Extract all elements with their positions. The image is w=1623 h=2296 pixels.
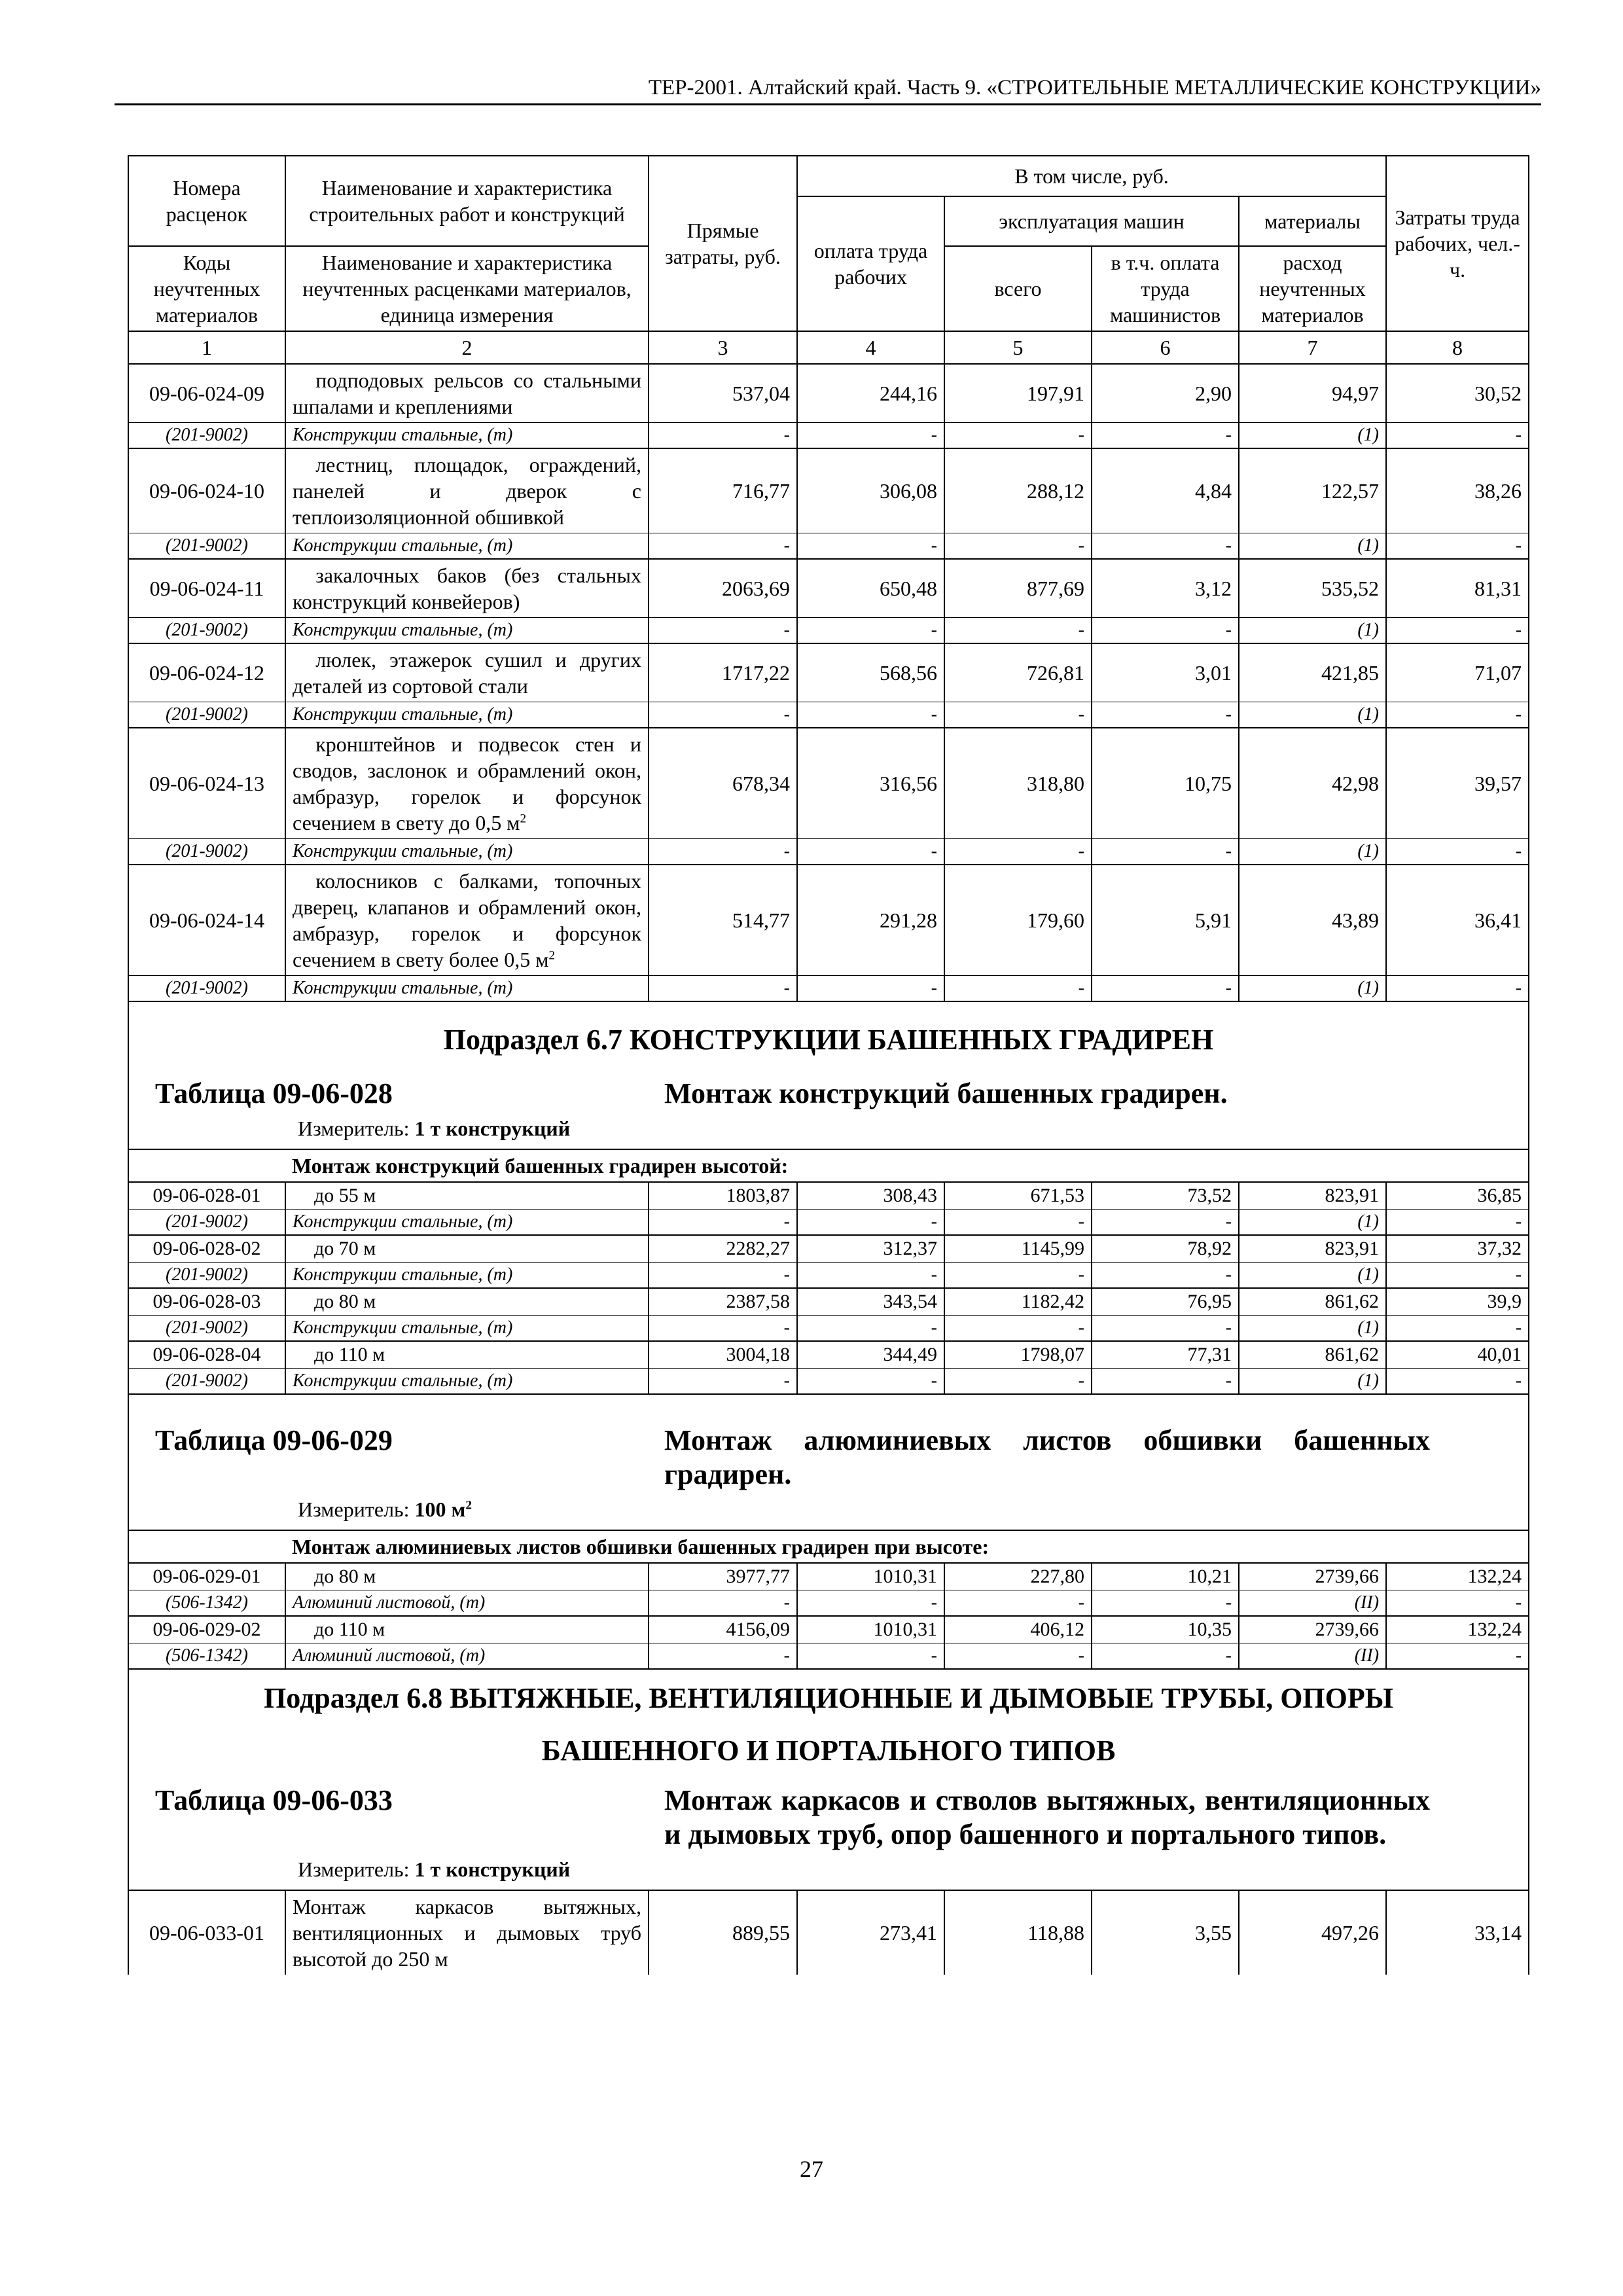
worker-pay: 273,41 (797, 1890, 944, 1975)
dash: - (1092, 423, 1239, 449)
dash: - (1386, 533, 1529, 560)
dash: - (649, 976, 797, 1002)
dash: - (1386, 976, 1529, 1002)
material-name: Конструкции стальные, (т) (285, 1263, 649, 1289)
header-material-codes: Коды неучтенных материалов (128, 246, 285, 331)
dash: - (1092, 976, 1239, 1002)
rate-code: 09-06-033-01 (128, 1890, 285, 1975)
materials-cost: 823,91 (1239, 1182, 1386, 1210)
measure-label: Измеритель: (298, 1498, 410, 1521)
dash: - (1386, 1210, 1529, 1236)
operator-pay: 78,92 (1092, 1235, 1239, 1263)
worker-pay: 568,56 (797, 643, 944, 702)
rate-code: 09-06-028-03 (128, 1288, 285, 1316)
header-worker-pay: оплата труда рабочих (797, 196, 944, 331)
column-number: 7 (1239, 331, 1386, 364)
material-name: Конструкции стальные, (т) (285, 1369, 649, 1395)
labor-hours: 39,9 (1386, 1288, 1529, 1316)
direct-costs: 2063,69 (649, 559, 797, 618)
direct-costs: 4156,09 (649, 1616, 797, 1643)
measure-label: Измеритель: (298, 1857, 410, 1881)
dash: - (944, 1590, 1092, 1617)
materials-cost: 861,62 (1239, 1341, 1386, 1369)
material-name: Конструкции стальные, (т) (285, 976, 649, 1002)
rate-name: подподовых рельсов со стальными шпалами и креплениями (285, 364, 649, 423)
machines-total: 1145,99 (944, 1235, 1092, 1263)
machines-total: 1798,07 (944, 1341, 1092, 1369)
dash: - (1092, 533, 1239, 560)
rows-024 (128, 364, 1529, 1001)
material-code: (201-9002) (128, 1369, 285, 1395)
material-row (128, 1590, 1529, 1617)
materials-cost: 43,89 (1239, 865, 1386, 976)
direct-costs: 514,77 (649, 865, 797, 976)
rate-code: 09-06-028-04 (128, 1341, 285, 1369)
rate-name: до 110 м (285, 1341, 649, 1369)
dash: - (944, 1643, 1092, 1670)
header-work-name: Наименование и характеристика строительных работ и конструкций (285, 156, 649, 246)
material-code: (506-1342) (128, 1590, 285, 1617)
material-consumption-mark: (1) (1239, 533, 1386, 560)
dash: - (1386, 618, 1529, 644)
material-consumption-mark: (1) (1239, 1210, 1386, 1236)
material-row (128, 1316, 1529, 1342)
rate-name: до 55 м (285, 1182, 649, 1210)
operator-pay: 4,84 (1092, 448, 1239, 533)
measure-value: 1 т конструкций (414, 1117, 571, 1140)
material-consumption-mark: (1) (1239, 1263, 1386, 1289)
material-name: Конструкции стальные, (т) (285, 1210, 649, 1236)
material-code: (201-9002) (128, 976, 285, 1002)
operator-pay: 10,75 (1092, 728, 1239, 839)
material-row (128, 702, 1529, 728)
material-code: (506-1342) (128, 1643, 285, 1670)
dash: - (797, 1369, 944, 1395)
material-row (128, 1369, 1529, 1395)
material-consumption-mark: (1) (1239, 702, 1386, 728)
group-spacer (128, 1149, 285, 1182)
machines-total: 318,80 (944, 728, 1092, 839)
dash: - (649, 1369, 797, 1395)
dash: - (1092, 618, 1239, 644)
dash: - (649, 533, 797, 560)
page-footer (0, 2155, 1623, 2183)
material-row (128, 423, 1529, 449)
dash: - (1386, 1316, 1529, 1342)
dash: - (1386, 423, 1529, 449)
worker-pay: 244,16 (797, 364, 944, 423)
section-6-8 (128, 1669, 1529, 1975)
labor-hours: 71,07 (1386, 643, 1529, 702)
header-machines-total: всего (944, 246, 1092, 331)
materials-cost: 535,52 (1239, 559, 1386, 618)
group-title: Монтаж конструкций башенных градирен высотой: (285, 1149, 1529, 1182)
operator-pay: 77,31 (1092, 1341, 1239, 1369)
rate-name: до 70 м (285, 1235, 649, 1263)
material-name: Алюминий листовой, (т) (285, 1590, 649, 1617)
header-labor-costs: Затраты труда рабочих, чел.-ч. (1386, 156, 1529, 331)
worker-pay: 650,48 (797, 559, 944, 618)
measure-value: 1 т конструкций (414, 1857, 571, 1881)
labor-hours: 36,85 (1386, 1182, 1529, 1210)
dash: - (797, 839, 944, 865)
section-title (135, 1672, 1522, 1777)
section-title-line2: БАШЕННОГО И ПОРТАЛЬНОГО ТИПОВ (541, 1734, 1116, 1767)
table-number: Таблица 09-06-029 (155, 1424, 393, 1456)
material-row (128, 839, 1529, 865)
worker-pay: 344,49 (797, 1341, 944, 1369)
rate-code: 09-06-024-14 (128, 865, 285, 976)
material-name: Конструкции стальные, (т) (285, 702, 649, 728)
material-name: Конструкции стальные, (т) (285, 1316, 649, 1342)
rate-row (128, 643, 1529, 702)
operator-pay: 76,95 (1092, 1288, 1239, 1316)
dash: - (1092, 1210, 1239, 1236)
machines-total: 726,81 (944, 643, 1092, 702)
material-row (128, 1210, 1529, 1236)
dash: - (944, 1316, 1092, 1342)
material-row (128, 1643, 1529, 1670)
dash: - (649, 702, 797, 728)
materials-cost: 421,85 (1239, 643, 1386, 702)
measure-label: Измеритель: (298, 1117, 410, 1140)
direct-costs: 716,77 (649, 448, 797, 533)
worker-pay: 1010,31 (797, 1616, 944, 1643)
dash: - (944, 976, 1092, 1002)
rate-code: 09-06-024-09 (128, 364, 285, 423)
material-consumption-mark: (1) (1239, 1316, 1386, 1342)
direct-costs: 2282,27 (649, 1235, 797, 1263)
materials-cost: 94,97 (1239, 364, 1386, 423)
machines-total: 877,69 (944, 559, 1092, 618)
rate-name: люлек, этажерок сушил и других деталей из сортовой стали (285, 643, 649, 702)
materials-cost: 2739,66 (1239, 1616, 1386, 1643)
dash: - (797, 618, 944, 644)
labor-hours: 39,57 (1386, 728, 1529, 839)
dash: - (1092, 1369, 1239, 1395)
worker-pay: 1010,31 (797, 1563, 944, 1590)
dash: - (797, 1263, 944, 1289)
direct-costs: 3977,77 (649, 1563, 797, 1590)
materials-cost: 497,26 (1239, 1890, 1386, 1975)
page-number: 27 (800, 2156, 823, 2182)
rate-row (128, 1616, 1529, 1643)
materials-cost: 823,91 (1239, 1235, 1386, 1263)
dash: - (649, 423, 797, 449)
dash: - (1092, 1590, 1239, 1617)
rate-row (128, 1182, 1529, 1210)
material-code: (201-9002) (128, 702, 285, 728)
labor-hours: 30,52 (1386, 364, 1529, 423)
materials-cost: 861,62 (1239, 1288, 1386, 1316)
material-code: (201-9002) (128, 618, 285, 644)
machines-total: 671,53 (944, 1182, 1092, 1210)
dash: - (649, 618, 797, 644)
rate-code: 09-06-024-11 (128, 559, 285, 618)
column-number: 8 (1386, 331, 1529, 364)
direct-costs: 889,55 (649, 1890, 797, 1975)
material-consumption-mark: (1) (1239, 839, 1386, 865)
material-consumption-mark: (II) (1239, 1643, 1386, 1670)
dash: - (944, 618, 1092, 644)
dash: - (1386, 1263, 1529, 1289)
operator-pay: 73,52 (1092, 1182, 1239, 1210)
table-banner (128, 1394, 1529, 1530)
dash: - (797, 1210, 944, 1236)
header-materials: материалы (1239, 196, 1386, 246)
dash: - (1092, 1263, 1239, 1289)
direct-costs: 2387,58 (649, 1288, 797, 1316)
measure-unit (135, 1852, 1522, 1887)
dash: - (944, 533, 1092, 560)
direct-costs: 678,34 (649, 728, 797, 839)
rate-code: 09-06-028-01 (128, 1182, 285, 1210)
operator-pay: 5,91 (1092, 865, 1239, 976)
machines-total: 1182,42 (944, 1288, 1092, 1316)
dash: - (944, 423, 1092, 449)
running-header (115, 73, 1541, 105)
rate-name: до 80 м (285, 1563, 649, 1590)
operator-pay: 3,01 (1092, 643, 1239, 702)
material-code: (201-9002) (128, 839, 285, 865)
dash: - (797, 533, 944, 560)
material-code: (201-9002) (128, 1263, 285, 1289)
rate-name: до 110 м (285, 1616, 649, 1643)
rate-row (128, 1563, 1529, 1590)
direct-costs: 1803,87 (649, 1182, 797, 1210)
dash: - (649, 1316, 797, 1342)
rate-code: 09-06-029-02 (128, 1616, 285, 1643)
dash: - (1386, 702, 1529, 728)
column-number: 2 (285, 331, 649, 364)
operator-pay: 10,21 (1092, 1563, 1239, 1590)
dash: - (797, 976, 944, 1002)
labor-hours: 38,26 (1386, 448, 1529, 533)
direct-costs: 1717,22 (649, 643, 797, 702)
material-row (128, 533, 1529, 560)
group-spacer (128, 1530, 285, 1563)
dash: - (1386, 839, 1529, 865)
materials-cost: 2739,66 (1239, 1563, 1386, 1590)
material-code: (201-9002) (128, 423, 285, 449)
rate-name: закалочных баков (без стальных конструкций конвейеров) (285, 559, 649, 618)
worker-pay: 312,37 (797, 1235, 944, 1263)
material-name: Конструкции стальные, (т) (285, 423, 649, 449)
material-code: (201-9002) (128, 1316, 285, 1342)
material-consumption-mark: (II) (1239, 1590, 1386, 1617)
rate-code: 09-06-029-01 (128, 1563, 285, 1590)
rate-row (128, 1341, 1529, 1369)
header-including: В том числе, руб. (797, 156, 1386, 196)
section-title: Подраздел 6.7 КОНСТРУКЦИИ БАШЕННЫХ ГРАДИРЕН (443, 1024, 1214, 1056)
header-material-consumption: расход неучтенных материалов (1239, 246, 1386, 331)
material-code: (201-9002) (128, 1210, 285, 1236)
dash: - (797, 1316, 944, 1342)
table-title-line (135, 1397, 1522, 1492)
dash: - (797, 702, 944, 728)
rate-name-text: кронштейнов и подвесок стен и сводов, заслонок и обрамлений окон, амбразур, горелок и форсунок сечением в свету до 0,5 м (293, 732, 641, 834)
dash: - (1386, 1643, 1529, 1670)
labor-hours: 37,32 (1386, 1235, 1529, 1263)
section-title-line1: Подраздел 6.8 ВЫТЯЖНЫЕ, ВЕНТИЛЯЦИОННЫЕ И ДЫМОВЫЕ ТРУБЫ, ОПОРЫ (264, 1682, 1393, 1714)
rate-code: 09-06-028-02 (128, 1235, 285, 1263)
labor-hours: 132,24 (1386, 1563, 1529, 1590)
header-rate-numbers: Номера расценок (128, 156, 285, 246)
measure-unit (135, 1492, 1522, 1527)
column-number: 3 (649, 331, 797, 364)
table-title: Монтаж каркасов и стволов вытяжных, вентиляционных и дымовых труб, опор башенного и портального типов. (664, 1784, 1431, 1850)
machines-total: 118,88 (944, 1890, 1092, 1975)
rate-name: Монтаж каркасов вытяжных, вентиляционных и дымовых труб высотой до 250 м (285, 1890, 649, 1975)
material-row (128, 976, 1529, 1002)
rate-row (128, 728, 1529, 839)
column-number: 6 (1092, 331, 1239, 364)
dash: - (944, 1263, 1092, 1289)
table-header (128, 156, 1529, 364)
operator-pay: 10,35 (1092, 1616, 1239, 1643)
header-machine-operation: эксплуатация машин (944, 196, 1239, 246)
machines-total: 197,91 (944, 364, 1092, 423)
dash: - (944, 1210, 1092, 1236)
running-title: ТЕР-2001. Алтайский край. Часть 9. «СТРОИТЕЛЬНЫЕ МЕТАЛЛИЧЕСКИЕ КОНСТРУКЦИИ» (648, 76, 1541, 99)
worker-pay: 316,56 (797, 728, 944, 839)
column-number: 1 (128, 331, 285, 364)
dash: - (649, 1210, 797, 1236)
rate-name: лестниц, площадок, ограждений, панелей и дверок с теплоизоляционной обшивкой (285, 448, 649, 533)
dash: - (797, 1643, 944, 1670)
rate-name (285, 728, 649, 839)
table-029 (128, 1394, 1529, 1669)
machines-total: 179,60 (944, 865, 1092, 976)
table-number: Таблица 09-06-028 (155, 1077, 393, 1109)
operator-pay: 2,90 (1092, 364, 1239, 423)
rate-row (128, 559, 1529, 618)
dash: - (944, 839, 1092, 865)
material-name: Конструкции стальные, (т) (285, 839, 649, 865)
table-title-line (135, 1777, 1522, 1852)
rate-row (128, 1288, 1529, 1316)
header-material-names: Наименование и характеристика неучтенных расценками материалов, единица измерения (285, 246, 649, 331)
dash: - (649, 1643, 797, 1670)
direct-costs: 3004,18 (649, 1341, 797, 1369)
dash: - (649, 1263, 797, 1289)
dash: - (944, 1369, 1092, 1395)
rate-code: 09-06-024-12 (128, 643, 285, 702)
material-consumption-mark: (1) (1239, 423, 1386, 449)
dash: - (944, 702, 1092, 728)
dash: - (1092, 1316, 1239, 1342)
column-number: 5 (944, 331, 1092, 364)
column-number: 4 (797, 331, 944, 364)
material-row (128, 618, 1529, 644)
table-title: Монтаж алюминиевых листов обшивки башенных градирен. (664, 1424, 1431, 1490)
materials-cost: 42,98 (1239, 728, 1386, 839)
machines-total: 288,12 (944, 448, 1092, 533)
worker-pay: 291,28 (797, 865, 944, 976)
material-name: Конструкции стальные, (т) (285, 618, 649, 644)
labor-hours: 33,14 (1386, 1890, 1529, 1975)
header-direct-costs: Прямые затраты, руб. (649, 156, 797, 331)
operator-pay: 3,12 (1092, 559, 1239, 618)
material-code: (201-9002) (128, 533, 285, 560)
section-banner (128, 1669, 1529, 1890)
worker-pay: 308,43 (797, 1182, 944, 1210)
material-row (128, 1263, 1529, 1289)
superscript: 2 (548, 948, 556, 963)
material-consumption-mark: (1) (1239, 1369, 1386, 1395)
rate-code: 09-06-024-10 (128, 448, 285, 533)
worker-pay: 343,54 (797, 1288, 944, 1316)
direct-costs: 537,04 (649, 364, 797, 423)
superscript: 2 (465, 1498, 472, 1513)
rate-name: до 80 м (285, 1288, 649, 1316)
measure-unit (135, 1111, 1522, 1146)
machines-total: 406,12 (944, 1616, 1092, 1643)
section-banner (128, 1001, 1529, 1149)
table-number: Таблица 09-06-033 (155, 1784, 393, 1816)
labor-hours: 36,41 (1386, 865, 1529, 976)
rate-row (128, 865, 1529, 976)
material-name: Конструкции стальные, (т) (285, 533, 649, 560)
dash: - (797, 1590, 944, 1617)
rate-row (128, 1890, 1529, 1975)
dash: - (1092, 702, 1239, 728)
table-title-line (135, 1070, 1522, 1111)
header-operator-pay: в т.ч. оплата труда машинистов (1092, 246, 1239, 331)
material-consumption-mark: (1) (1239, 976, 1386, 1002)
rate-name-text: колосников с балками, топочных дверец, клапанов и обрамлений окон, амбразур, горелок и форсунок сечением в свету более 0,5 м (293, 869, 641, 971)
materials-cost: 122,57 (1239, 448, 1386, 533)
machines-total: 227,80 (944, 1563, 1092, 1590)
group-title: Монтаж алюминиевых листов обшивки башенных градирен при высоте: (285, 1530, 1529, 1563)
dash: - (649, 839, 797, 865)
dash: - (797, 423, 944, 449)
dash: - (1386, 1369, 1529, 1395)
worker-pay: 306,08 (797, 448, 944, 533)
labor-hours: 81,31 (1386, 559, 1529, 618)
labor-hours: 40,01 (1386, 1341, 1529, 1369)
rate-name (285, 865, 649, 976)
dash: - (1092, 1643, 1239, 1670)
material-consumption-mark: (1) (1239, 618, 1386, 644)
rate-row (128, 448, 1529, 533)
dash: - (1092, 839, 1239, 865)
table-title: Монтаж конструкций башенных градирен. (664, 1077, 1228, 1109)
dash: - (649, 1590, 797, 1617)
material-name: Алюминий листовой, (т) (285, 1643, 649, 1670)
rate-code: 09-06-024-13 (128, 728, 285, 839)
superscript: 2 (520, 812, 527, 826)
rate-row (128, 364, 1529, 423)
labor-hours: 132,24 (1386, 1616, 1529, 1643)
measure-value: 100 м (414, 1498, 466, 1521)
rates-table (128, 155, 1529, 1975)
section-6-7 (128, 1001, 1529, 1394)
dash: - (1386, 1590, 1529, 1617)
rate-row (128, 1235, 1529, 1263)
operator-pay: 3,55 (1092, 1890, 1239, 1975)
